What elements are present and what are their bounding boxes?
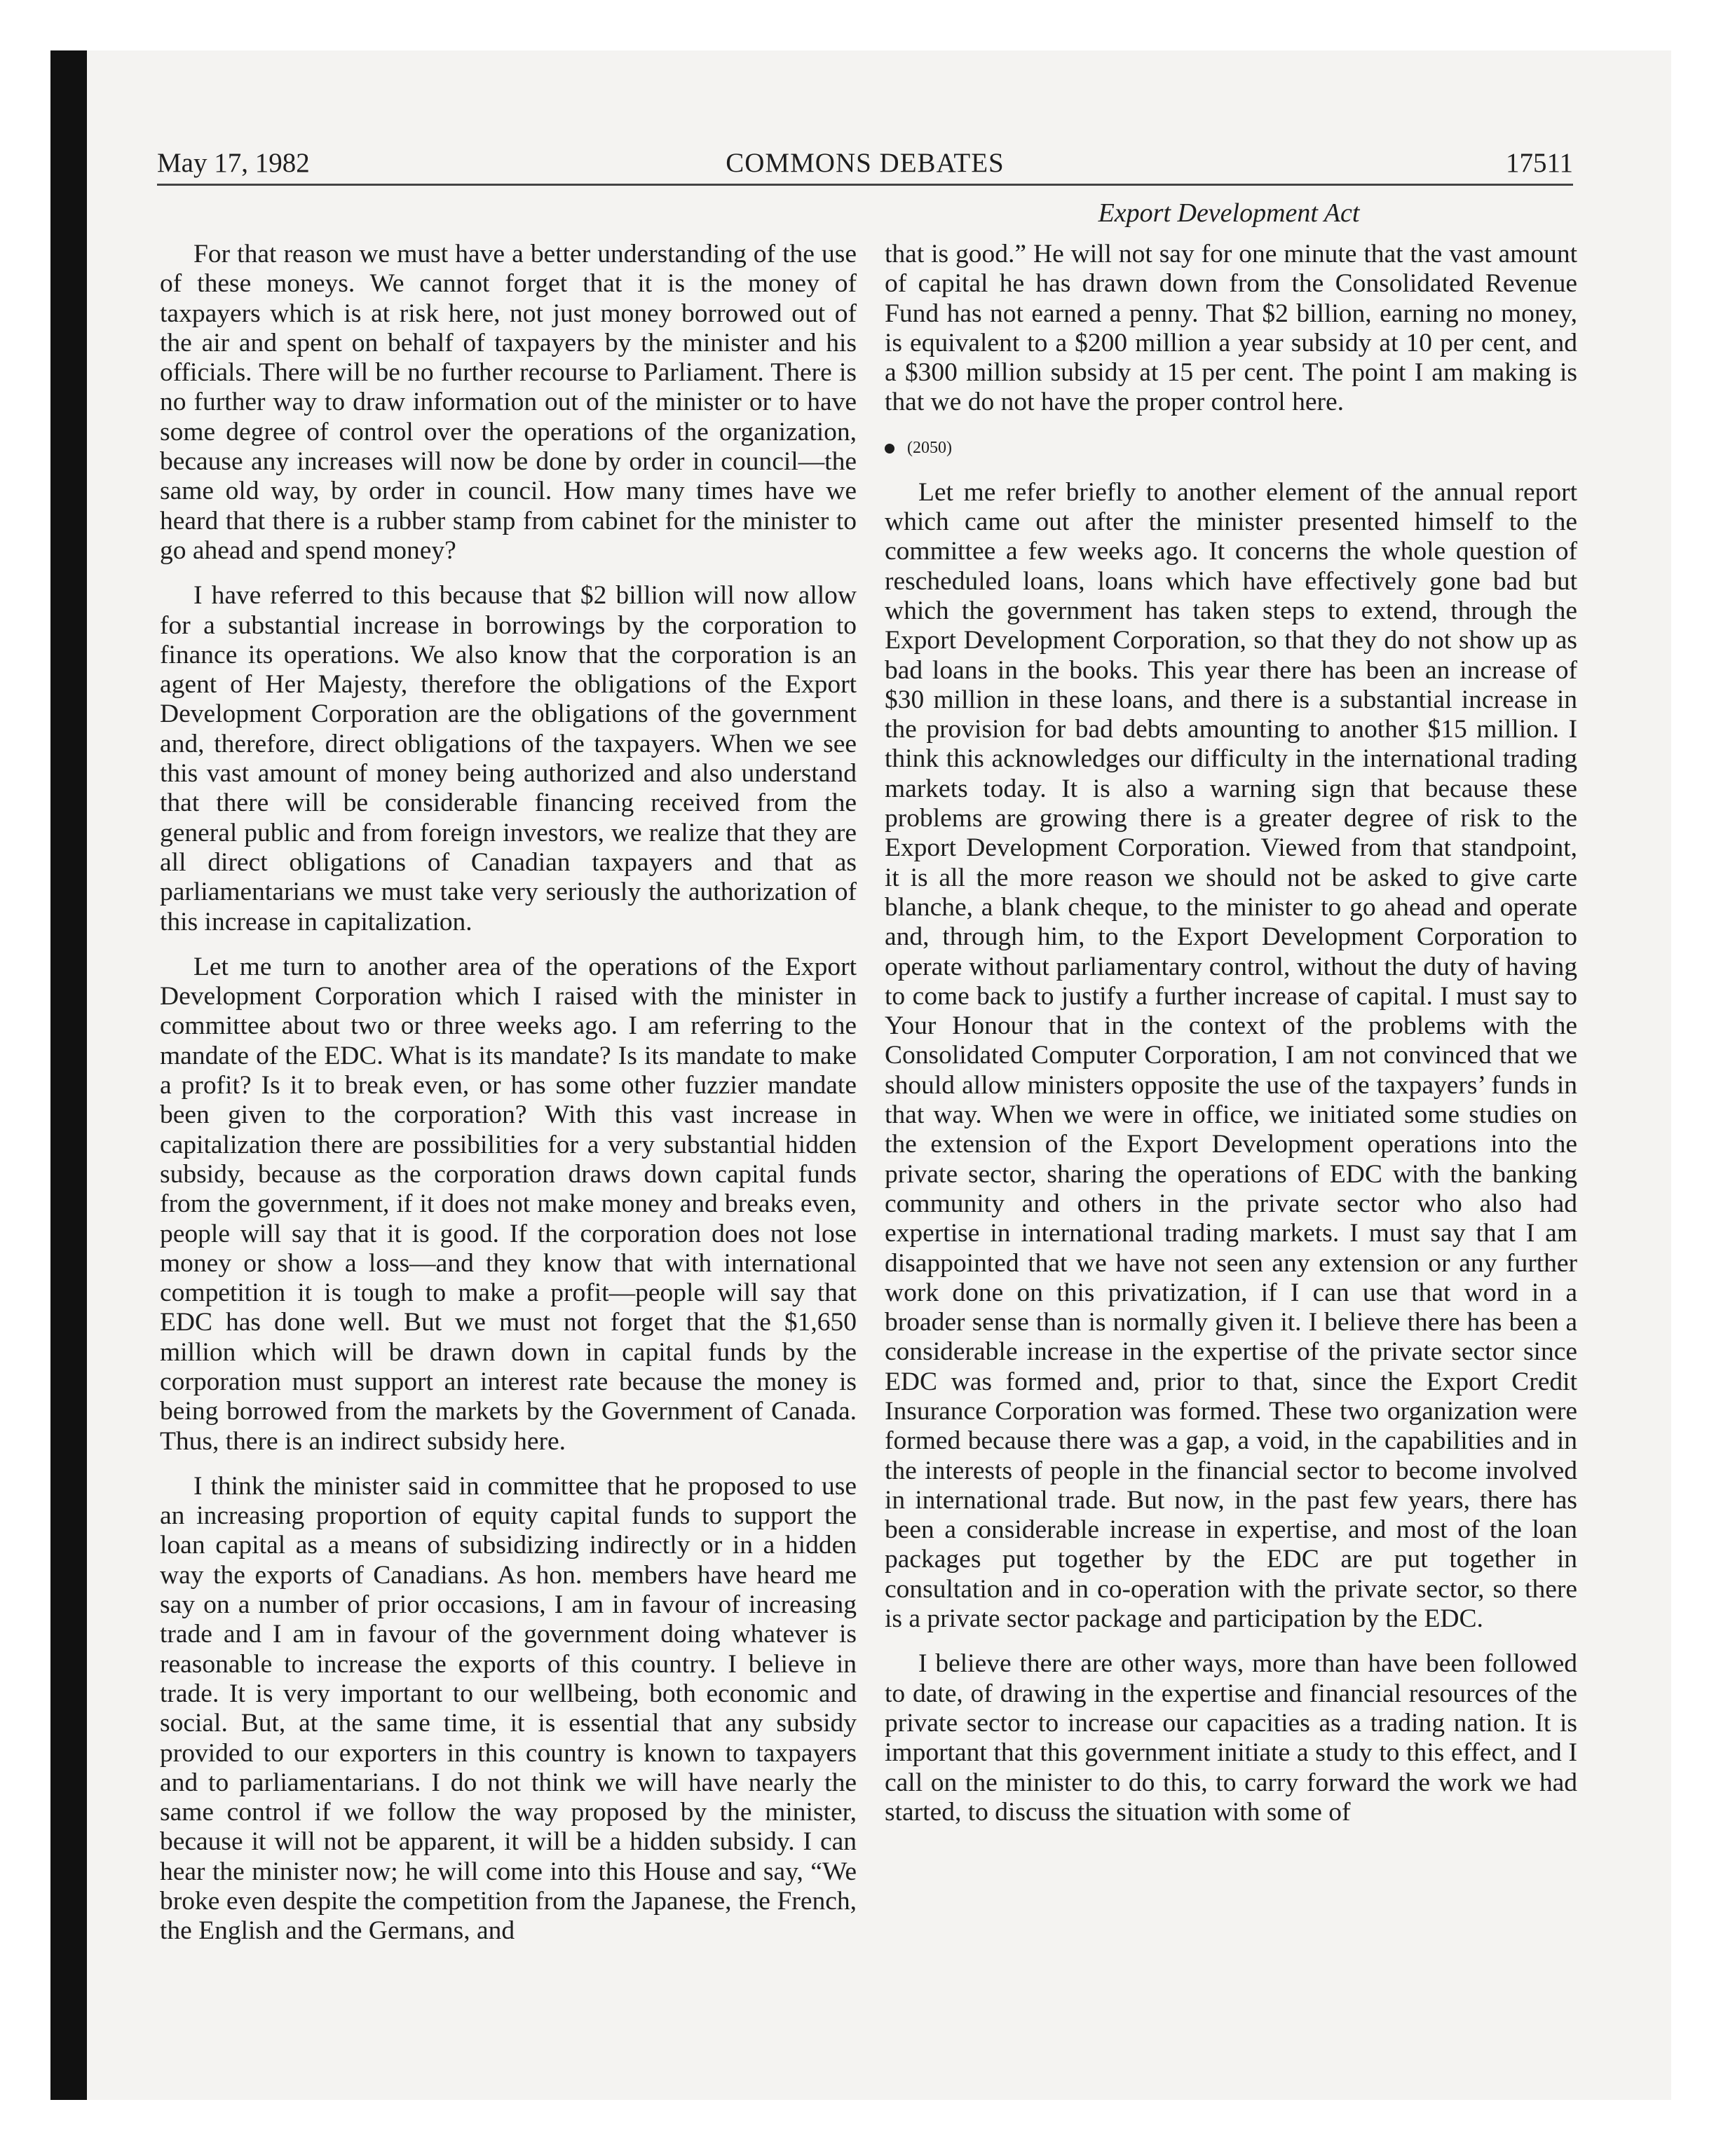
paragraph: Let me turn to another area of the operations of the Export Development Corporation which I raised with the minister in committee about two or three weeks ago. I am referring to the mandate of the EDC. What is its mandate? Is its mandate to make a profit? Is it to break even, or has some other fuzzier mandate been given to the corporation? With this vast increase in capitalization there are possibilities for a very substantial hidden subsidy, because as the corporation draws down capital funds from the government, if it does not make money and breaks even, people will say that it is good. If the corporation does not lose money or show a loss—and they know that with international competition it is tough to make a profit—people will say that EDC has done well. But we must not forget that the $1,650 million which will be drawn down in capital funds by the corporation must support an interest rate because the money is being borrowed from the markets by the Government of Canada. Thus, there is an indirect subsidy here.	[160, 952, 857, 1456]
page-header	[157, 143, 1573, 186]
paragraph: For that reason we must have a better understanding of the use of these moneys. We cannot forget that it is the money of taxpayers which is at risk here, not just money borrowed out of the air and spent on behalf of taxpayers by the minister and his officials. There will be no further recourse to Parliament. There is no further way to draw information out of the minister or to have some degree of control over the operations of the organization, because any increases will now be done by order in council—the same old way, by order in council. How many times have we heard that there is a rubber stamp from cabinet for the minister to go ahead and spend money?	[160, 240, 857, 565]
header-title: COMMONS DEBATES	[726, 148, 1005, 178]
right-column	[885, 240, 1577, 1843]
paragraph: I have referred to this because that $2 billion will now allow for a substantial increase in borrowings by the corporation to finance its operations. We also know that the corporation is an agent of Her Majesty, therefore the obligations of the Export Development Corporation are the obligations of the government and, therefore, direct obligations of the taxpayers. When we see this vast amount of money being authorized and also understand that there will be considerable financing received from the general public and from foreign investors, we realize that they are all direct obligations of Canadian taxpayers and that as parliamentarians we must take very seriously the authorization of this increase in capitalization.	[160, 581, 857, 936]
time-marker	[885, 433, 1577, 463]
paragraph: I believe there are other ways, more than have been followed to date, of drawing in the expertise and financial resources of the private sector to increase our capacities as a trading nation. It is important that this government initiate a study to this effect, and I call on the minister to do this, to carry forward the work we had started, to discuss the situation with some of	[885, 1649, 1577, 1827]
paragraph: Let me refer briefly to another element of the annual report which came out after the minister presented himself to the committee a few weeks ago. It concerns the whole question of rescheduled loans, loans which have effectively gone bad but which the government has taken steps to extend, through the Export Development Corporation, so that they do not show up as bad loans in the books. This year there has been an increase of $30 million in these loans, and there is a substantial increase in the provision for bad debts amounting to another $15 million. I think this acknowledges our difficulty in the international trading markets today. It is also a warning sign that because these problems are growing there is a greater degree of risk to the Export Development Corporation. Viewed from that standpoint, it is all the more reason we should not be asked to give carte blanche, a blank cheque, to the minister to go ahead and operate and, through him, to the Export Development Corporation to operate without parliamentary control, without the duty of having to come back to justify a further increase of capital. I must say to Your Honour that in the context of the problems with the Consolidated Computer Corporation, I am not convinced that we should allow ministers opposite the use of the taxpayers’ funds in that way. When we were in office, we initiated some studies on the extension of the Export Development operations into the private sector, sharing the operations of EDC with the banking community and others in the private sector who also had expertise in international trading markets. I must say that I am disappointed that we have not seen any extension or any further work done on this privatization, if I can use that word in a broader sense than is normally given it. I believe there has been a considerable increase in the expertise of the private sector since EDC was formed and, prior to that, since the Export Credit Insurance Corporation was formed. These two organization were formed because there was a gap, a void, in the capabilities and in the interests of people in the financial sector to become involved in international trade. But now, in the past few years, there has been a considerable increase in expertise, and most of the loan packages put together by the EDC are put together in consultation and in co-operation with the private sector, so there is a private sector package and participation by the EDC.	[885, 477, 1577, 1634]
scan-border	[50, 50, 87, 2100]
time-marker-text: (2050)	[907, 438, 952, 457]
left-column	[160, 240, 857, 1962]
bullet-icon	[885, 444, 894, 453]
header-date: May 17, 1982	[157, 148, 310, 178]
paragraph: I think the minister said in committee that he proposed to use an increasing proportion of equity capital funds to support the loan capital as a means of subsidizing indirectly or in a hidden way the exports of Canadians. As hon. members have heard me say on a number of prior occasions, I am in favour of increasing trade and I am in favour of the government doing whatever is reasonable to increase the exports of this country. I believe in trade. It is very important to our wellbeing, both economic and social. But, at the same time, it is essential that any subsidy provided to our exporters in this country is known to taxpayers and to parliamentarians. I do not think we will have nearly the same control if we follow the way proposed by the minister, because it will not be apparent, it will be a hidden subsidy. I can hear the minister now; he will come into this House and say, “We broke even despite the competition from the Japanese, the French, the English and the Germans, and	[160, 1471, 857, 1946]
header-page-number: 17511	[1505, 148, 1573, 178]
paragraph: that is good.” He will not say for one minute that the vast amount of capital he has drawn down from the Consolidated Revenue Fund has not earned a penny. That $2 billion, earning no money, is equivalent to a $200 million a year subsidy at 10 per cent, and a $300 million subsidy at 15 per cent. The point I am making is that we do not have the proper control here.	[885, 240, 1577, 417]
section-subheading: Export Development Act	[1098, 198, 1360, 228]
